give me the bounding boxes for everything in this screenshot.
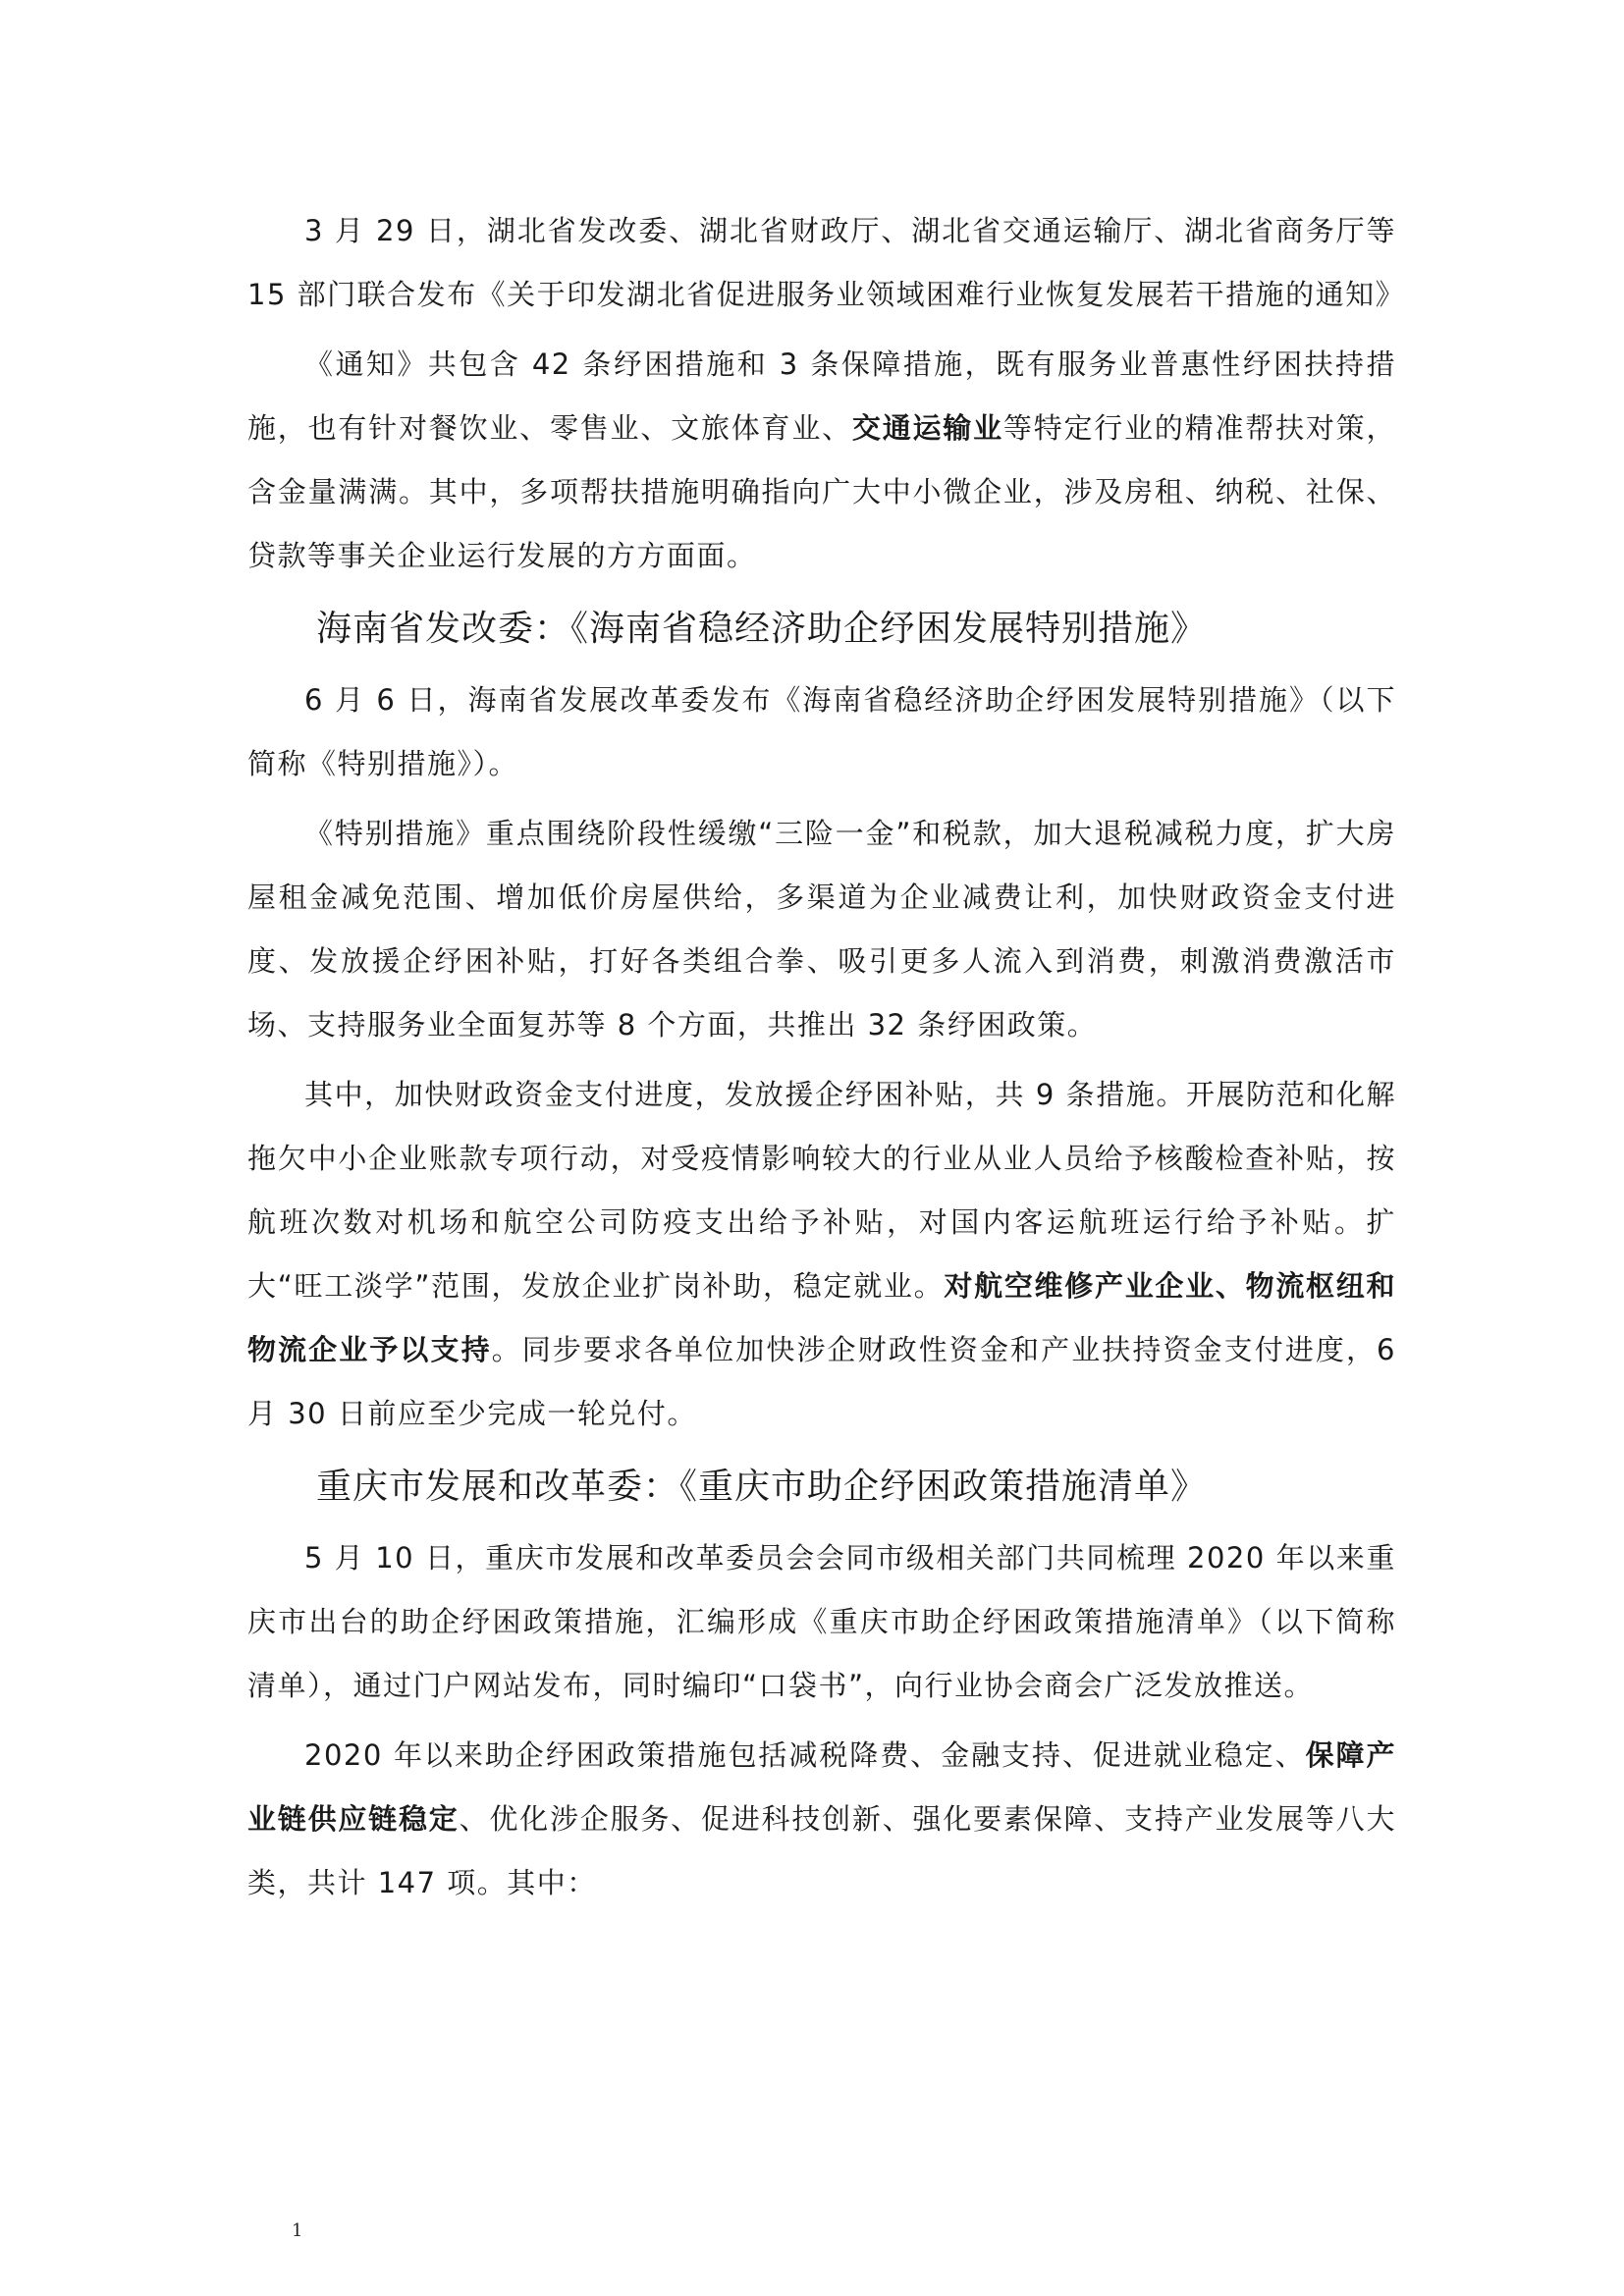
paragraph	[247, 199, 1406, 327]
text-run: 《通知》共包含 42 条纾困措施和 3 条保障措施，既有服务业普惠性纾困扶持措施，也有针对餐饮业、零售业、文旅体育业、	[247, 347, 1396, 445]
bold-text-run: 保障产业链供应链稳定	[247, 1738, 1396, 1836]
text-run: 《特别措施》重点围绕阶段性缓缴“三险一金”和税款，加大退税减税力度，扩大房屋租金减免范围、增加低价房屋供给，多渠道为企业减费让利，加快财政资金支付进度、发放援企纾困补贴，打好各类组合拳、吸引更多人流入到消费，刺激消费激活市场、支持服务业全面复苏等 8 个方面，共推出 32 条纾困政策。	[247, 817, 1396, 1041]
text-run: 2020 年以来助企纾困政策措施包括减税降费、金融支持、促进就业稳定、	[304, 1738, 1306, 1772]
document-body	[247, 199, 1406, 1921]
paragraph	[247, 1526, 1396, 1718]
text-run: 等特定行业的精准帮扶对策，含金量满满。其中，多项帮扶措施明确指向广大中小微企业，涉及房租、纳税、社保、贷款等事关企业运行发展的方方面面。	[247, 411, 1396, 572]
text-run: 。同步要求各单位加快涉企财政性资金和产业扶持资金支付进度，6 月 30 日前应至少完成一轮兑付。	[247, 1333, 1396, 1430]
text-run: 6 月 6 日，海南省发展改革委发布《海南省稳经济助企纾困发展特别措施》（以下简称《特别措施》）。	[247, 683, 1396, 780]
text-run: 5 月 10 日，重庆市发展和改革委员会会同市级相关部门共同梳理 2020 年以来重庆市出台的助企纾困政策措施，汇编形成《重庆市助企纾困政策措施清单》（以下简称清单），通过门户网站发布，同时编印“口袋书”，向行业协会商会广泛发放推送。	[247, 1541, 1396, 1702]
paragraph	[247, 1724, 1396, 1915]
bold-text-run: 交通运输业	[851, 411, 1003, 445]
section-heading: 海南省发改委：《海南省稳经济助企纾困发展特别措施》	[316, 609, 1208, 649]
paragraph	[247, 668, 1396, 796]
paragraph	[247, 802, 1396, 1057]
section-heading: 重庆市发展和改革委：《重庆市助企纾困政策措施清单》	[316, 1467, 1208, 1507]
paragraph	[247, 333, 1396, 588]
bold-text-run: 对航空维修产业企业、物流枢纽和物流企业予以支持	[247, 1269, 1396, 1366]
page-number: 1	[292, 2220, 303, 2241]
paragraph	[247, 1063, 1396, 1446]
text-run: 、优化涉企服务、促进科技创新、强化要素保障、支持产业发展等八大类，共计 147 项。其中：	[247, 1802, 1396, 1899]
text-run: 其中，加快财政资金支付进度，发放援企纾困补贴，共 9 条措施。开展防范和化解拖欠中小企业账款专项行动，对受疫情影响较大的行业从业人员给予核酸检查补贴，按航班次数对机场和航空公司防疫支出给予补贴，对国内客运航班运行给予补贴。扩大“旺工淡学”范围，发放企业扩岗补助，稳定就业。	[247, 1078, 1396, 1303]
text-run: 3 月 29 日，湖北省发改委、湖北省财政厅、湖北省交通运输厅、湖北省商务厅等 15 部门联合发布《关于印发湖北省促进服务业领域困难行业恢复发展若干措施的通知》	[247, 214, 1406, 311]
